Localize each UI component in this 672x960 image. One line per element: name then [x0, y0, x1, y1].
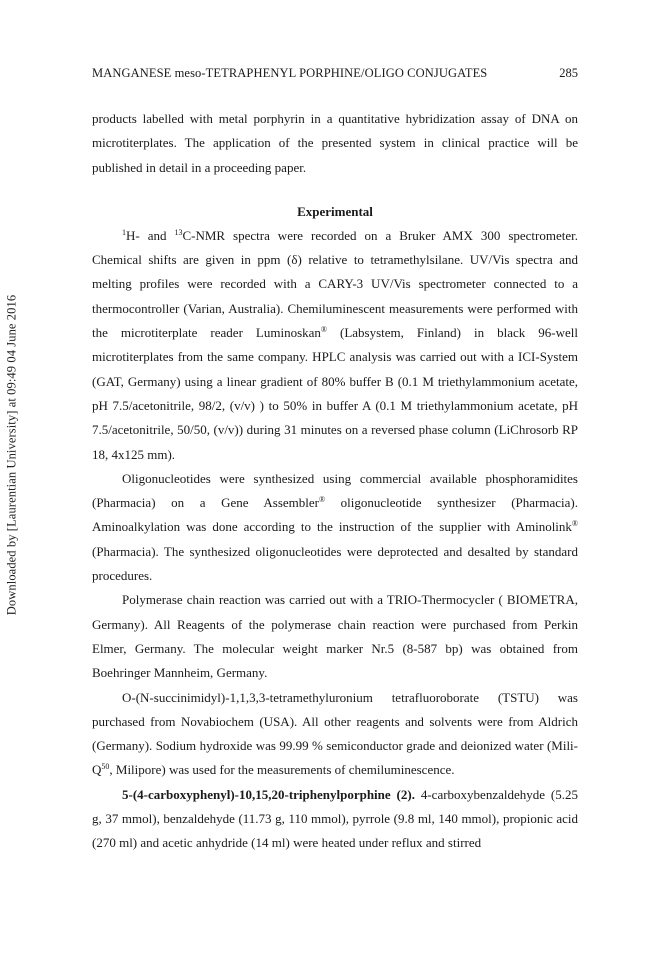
- registered-mark: ®: [319, 495, 326, 505]
- text-span: C-NMR spectra were recorded on a Bruker AMX 300 spectrometer. Chemical shifts are given in ppm (δ) relative to tetramethylsilane. UV/Vis spectra and melting profiles were recorded with a CARY-3 UV/Vis spectrometer connected to a thermocontroller (Varian, Australia). Chemiluminescent measurements were performed with the microtiterplate reader Luminoskan: [92, 227, 578, 341]
- registered-mark: ®: [571, 519, 578, 529]
- superscript: 50: [101, 762, 110, 772]
- text-span: 4-carboxybenzaldehyde (5.25 g, 37 mmol), benzaldehyde (11.73 g, 110 mmol), pyrrole (9.8 ml, 140 mmol), propionic acid (270 ml) and acetic anhydride (14 ml) were heated under reflux and stirred: [92, 786, 578, 851]
- download-watermark: [4, 250, 20, 660]
- nmr-paragraph: [92, 224, 578, 467]
- reagents-paragraph: [92, 686, 578, 783]
- page-number: 285: [559, 66, 578, 80]
- pcr-paragraph: Polymerase chain reaction was carried out with a TRIO-Thermocycler ( BIOMETRA, Germany). All Reagents of the polymerase chain reaction were purchased from Perkin Elmer, Germany. The molecular weight marker Nr.5 (8-587 bp) was obtained from Boehringer Mannheim, Germany.: [92, 592, 578, 681]
- page-body: [92, 107, 578, 856]
- download-notice: Downloaded by [Laurentian University] at 09:49 04 June 2016: [4, 294, 19, 616]
- text-span: Oligonucleotides were synthesized using commercial available phosphoramidites (Pharmacia) on a Gene Assembler: [92, 470, 578, 511]
- text-span: O-(N-succinimidyl)-1,1,3,3-tetramethyluronium tetrafluoroborate (TSTU) was purchased from Novabiochem (USA). All other reagents and solvents were from Aldrich (Germany). Sodium hydroxide was 99.99 % semiconductor grade and deionized water (Mili-Q: [92, 689, 578, 778]
- intro-paragraph: products labelled with metal porphyrin in a quantitative hybridization assay of DNA on microtiterplates. The application of the presented system in clinical practice will be published in detail in a proceeding paper.: [92, 111, 578, 175]
- registered-mark: ®: [320, 325, 327, 335]
- text-span: (Pharmacia). The synthesized oligonucleotides were deprotected and desalted by standard procedures.: [92, 543, 578, 584]
- synthesis-paragraph: [92, 783, 578, 856]
- running-title: MANGANESE meso-TETRAPHENYL PORPHINE/OLIGO CONJUGATES: [92, 66, 488, 80]
- text-span: , Milipore) was used for the measurements of chemiluminescence.: [109, 762, 455, 778]
- section-title: Experimental: [297, 203, 373, 219]
- text-span: H- and: [126, 227, 175, 243]
- compound-heading: 5-(4-carboxyphenyl)-10,15,20-triphenylporphine (2).: [122, 786, 415, 802]
- oligonucleotide-paragraph: [92, 467, 578, 588]
- text-span: (Labsystem, Finland) in black 96-well microtiterplates from the same company. HPLC analysis was carried out with a ICI-System (GAT, Germany) using a linear gradient of 80% buffer B (0.1 M triethylammonium acetate, pH 7.5/acetonitrile, 98/2, (v/v) ) to 50% in buffer A (0.1 M triethylammonium acetate, pH 7.5/acetonitrile, 50/50, (v/v)) during 31 minutes on a reversed phase column (LiChrosorb RP 18, 4x125 mm).: [92, 325, 578, 462]
- text-span: oligonucleotide synthesizer (Pharmacia). Aminoalkylation was done according to the instruction of the supplier with Aminolink: [92, 495, 578, 535]
- superscript: 1: [122, 227, 126, 237]
- superscript: 13: [174, 227, 183, 237]
